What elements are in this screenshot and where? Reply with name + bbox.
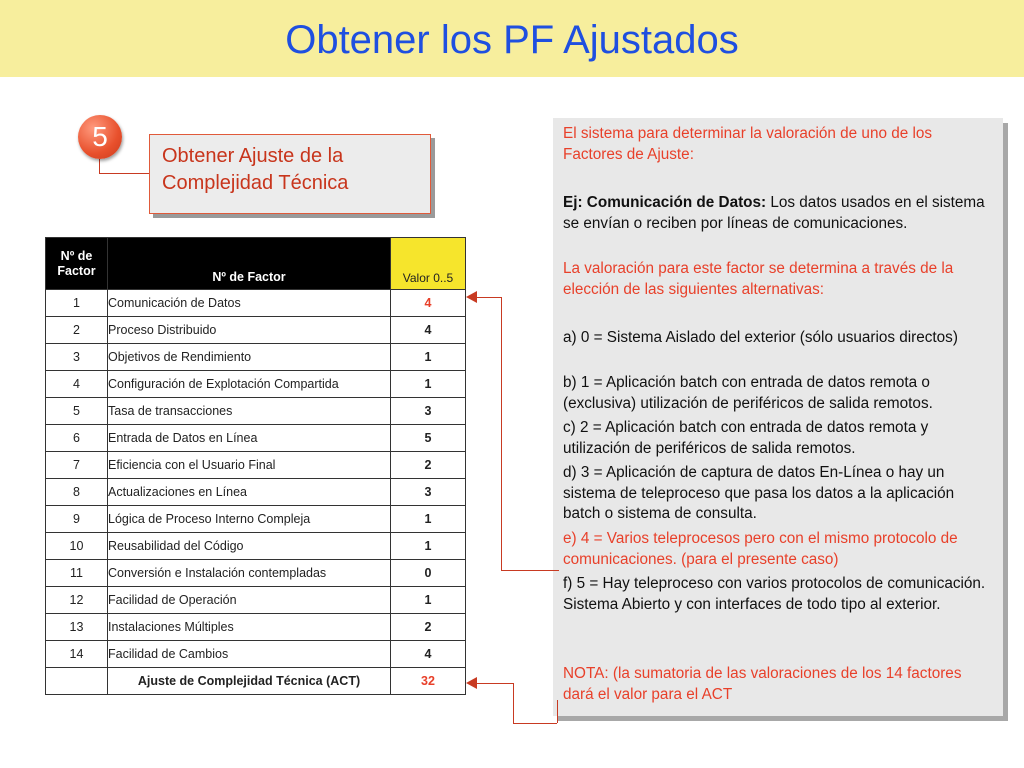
factor-value-cell: 0 [391, 560, 466, 587]
table-row [46, 479, 466, 506]
factor-value-cell: 3 [391, 398, 466, 425]
table-row [46, 344, 466, 371]
factor-number-cell: 9 [46, 506, 108, 533]
arrow-line-row1 [477, 297, 501, 298]
factor-name-cell: Entrada de Datos en Línea [108, 425, 391, 452]
factor-number-cell: 11 [46, 560, 108, 587]
arrow-line-total [557, 700, 558, 723]
info-note: NOTA: (la sumatoria de las valoraciones de los 14 factores dará el valor para el ACT [563, 665, 962, 703]
info-example-bold: Ej: Comunicación de Datos: [563, 194, 767, 211]
factor-number-cell: 8 [46, 479, 108, 506]
factor-name-cell: Eficiencia con el Usuario Final [108, 452, 391, 479]
factor-value-cell: 1 [391, 371, 466, 398]
arrow-line-total [477, 683, 513, 684]
info-panel [553, 118, 1003, 716]
factor-number-cell: 3 [46, 344, 108, 371]
header-value: Valor 0..5 [391, 238, 466, 290]
factor-name-cell: Tasa de transacciones [108, 398, 391, 425]
factor-number-cell: 7 [46, 452, 108, 479]
arrow-head-row1 [466, 291, 477, 303]
option-b: b) 1 = Aplicación batch con entrada de datos remota o (exclusiva) utilización de periféricos de salida remotos. [563, 374, 933, 412]
total-value: 32 [391, 668, 466, 695]
factor-value-cell: 3 [391, 479, 466, 506]
table-row [46, 506, 466, 533]
option-e: e) 4 = Varios teleprocesos pero con el mismo protocolo de comunicaciones. (para el presente caso) [563, 530, 958, 568]
factor-value-cell: 1 [391, 533, 466, 560]
factor-value-cell: 4 [391, 641, 466, 668]
arrow-line-total [513, 723, 557, 724]
table-header [46, 238, 466, 290]
factors-table [45, 237, 466, 695]
factor-value-cell: 4 [391, 290, 466, 317]
info-example [563, 193, 988, 234]
step-number-badge: 5 [78, 115, 122, 159]
step-connector [99, 173, 149, 174]
factor-value-cell: 1 [391, 506, 466, 533]
arrow-line-total [513, 683, 514, 723]
step-connector [99, 159, 100, 173]
step-label: Obtener Ajuste de la Complejidad Técnica [162, 145, 349, 194]
option-f: f) 5 = Hay teleproceso con varios protocolos de comunicación. Sistema Abierto y con interfaces de todo tipo al exterior. [563, 575, 986, 613]
header-factor-name: Nº de Factor [108, 238, 391, 290]
option-a: a) 0 = Sistema Aislado del exterior (sólo usuarios directos) [563, 329, 958, 346]
step-box [149, 134, 431, 214]
option-c: c) 2 = Aplicación batch con entrada de datos remota y utilización de periféricos de salida remotos. [563, 419, 929, 457]
total-label: Ajuste de Complejidad Técnica (ACT) [108, 668, 391, 695]
factor-name-cell: Objetivos de Rendimiento [108, 344, 391, 371]
table-row [46, 533, 466, 560]
factor-name-cell: Facilidad de Cambios [108, 641, 391, 668]
table-row [46, 452, 466, 479]
table-row [46, 614, 466, 641]
factor-number-cell: 6 [46, 425, 108, 452]
factor-number-cell: 13 [46, 614, 108, 641]
arrow-line-row1 [501, 570, 559, 571]
info-valuation: La valoración para este factor se determina a través de la elección de las siguientes alternativas: [563, 260, 954, 298]
table-row [46, 641, 466, 668]
total-row [46, 668, 466, 695]
factor-name-cell: Configuración de Explotación Compartida [108, 371, 391, 398]
page-title: Obtener los PF Ajustados [285, 18, 739, 62]
factor-number-cell: 5 [46, 398, 108, 425]
factor-number-cell: 1 [46, 290, 108, 317]
info-example-text: Los datos usados en el sistema se envían o reciben por líneas de comunicaciones. [563, 194, 985, 232]
factor-name-cell: Actualizaciones en Línea [108, 479, 391, 506]
factor-name-cell: Comunicación de Datos [108, 290, 391, 317]
factor-value-cell: 2 [391, 614, 466, 641]
arrow-line-row1 [501, 297, 502, 570]
factor-number-cell: 14 [46, 641, 108, 668]
option-d: d) 3 = Aplicación de captura de datos En-Línea o hay un sistema de teleproceso que pasa los datos a la aplicación batch o sistema de consulta. [563, 464, 955, 522]
factor-value-cell: 4 [391, 317, 466, 344]
factor-name-cell: Conversión e Instalación contempladas [108, 560, 391, 587]
header-factor-number: Nº de Factor [46, 238, 108, 290]
table-row [46, 398, 466, 425]
arrow-head-total [466, 677, 477, 689]
factor-name-cell: Facilidad de Operación [108, 587, 391, 614]
factor-name-cell: Instalaciones Múltiples [108, 614, 391, 641]
factor-value-cell: 2 [391, 452, 466, 479]
table-row [46, 371, 466, 398]
table-row [46, 587, 466, 614]
factor-value-cell: 5 [391, 425, 466, 452]
total-empty-cell [46, 668, 108, 695]
factor-number-cell: 12 [46, 587, 108, 614]
factor-value-cell: 1 [391, 344, 466, 371]
table-row [46, 290, 466, 317]
factor-number-cell: 10 [46, 533, 108, 560]
factor-name-cell: Reusabilidad del Código [108, 533, 391, 560]
factor-value-cell: 1 [391, 587, 466, 614]
factor-name-cell: Lógica de Proceso Interno Compleja [108, 506, 391, 533]
factor-number-cell: 2 [46, 317, 108, 344]
table-row [46, 560, 466, 587]
table-row [46, 317, 466, 344]
info-intro: El sistema para determinar la valoración de uno de los Factores de Ajuste: [563, 125, 933, 163]
factor-number-cell: 4 [46, 371, 108, 398]
table-row [46, 425, 466, 452]
factor-name-cell: Proceso Distribuido [108, 317, 391, 344]
